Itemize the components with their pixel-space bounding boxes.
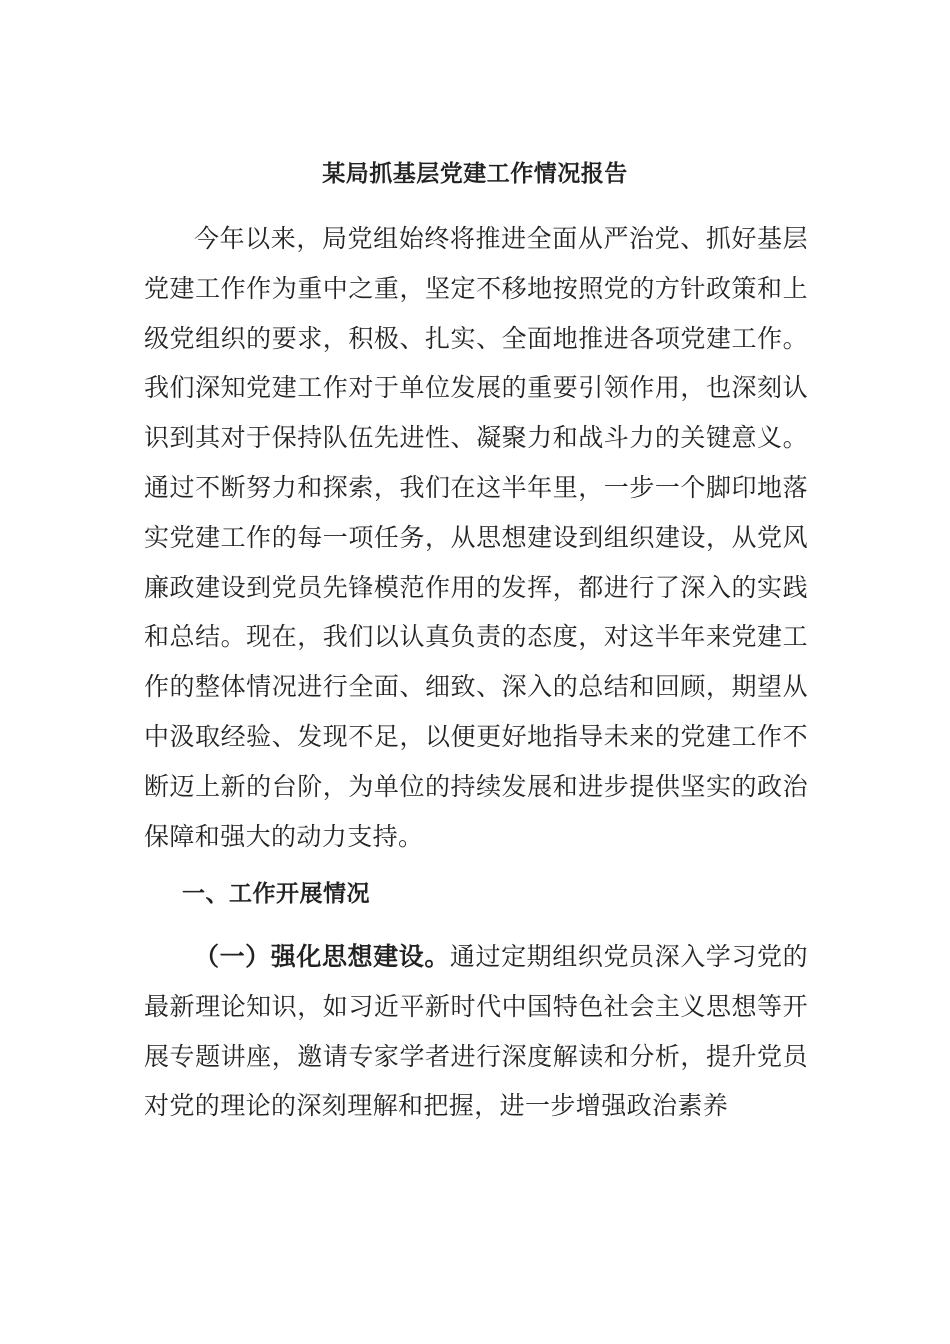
intro-paragraph: 今年以来，局党组始终将推进全面从严治党、抓好基层党建工作作为重中之重，坚定不移地按照党的方针政策和上级党组织的要求，积极、扎实、全面地推进各项党建工作。我们深知党建工作对于单位发展的重要引领作用，也深刻认识到其对于保持队伍先进性、凝聚力和战斗力的关键意义。通过不断努力和探索，我们在这半年里，一步一个脚印地落实党建工作的每一项任务，从思想建设到组织建设，从党风廉政建设到党员先锋模范作用的发挥，都进行了深入的实践和总结。现在，我们以认真负责的态度，对这半年来党建工作的整体情况进行全面、细致、深入的总结和回顾，期望从中汲取经验、发现不足，以便更好地指导未来的党建工作不断迈上新的台阶，为单位的持续发展和进步提供坚实的政治保障和强大的动力支持。 [144, 224, 808, 851]
document-title: 某局抓基层党建工作情况报告 [322, 161, 628, 187]
subsection-lead: （一）强化思想建设。 [194, 942, 450, 971]
subsection-paragraph [144, 932, 808, 1131]
section-heading: 一、工作开展情况 [182, 881, 370, 907]
subsection-text: 通过定期组织党员深入学习党的最新理论知识，如习近平新时代中国特色社会主义思想等开展专题讲座，邀请专家学者进行深度解读和分析，提升党员对党的理论的深刻理解和把握，进一步增强政治素养 [144, 942, 808, 1121]
